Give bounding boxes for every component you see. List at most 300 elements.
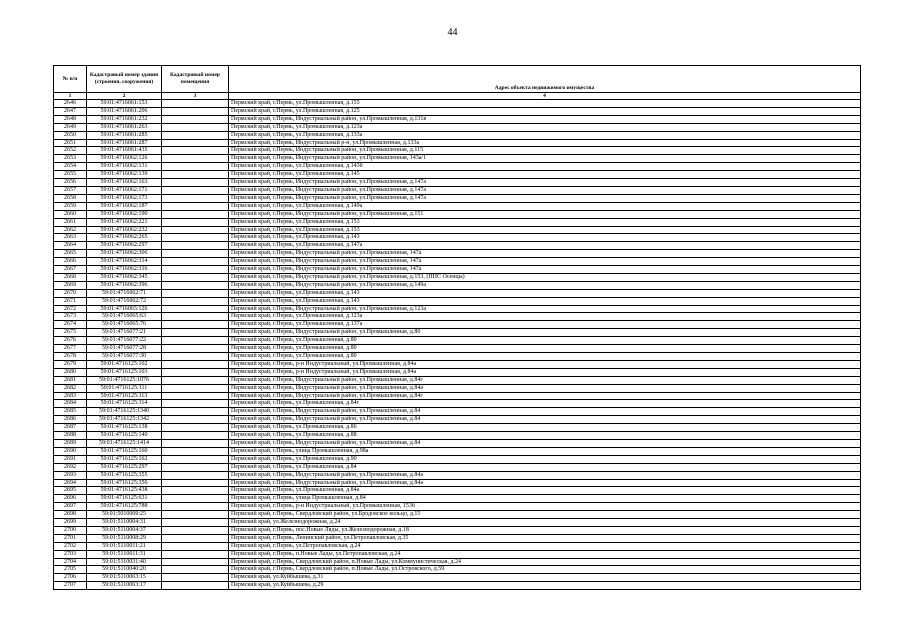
- cadastral-building-number: 59:01:4716062:190: [87, 210, 162, 218]
- cadastral-building-number: 59:01:4716125:103: [87, 368, 162, 376]
- row-number: 2681: [54, 376, 87, 384]
- property-address: Пермский край, г.Пермь, ул.Промышленная, д.125: [229, 107, 861, 115]
- table-row: [54, 479, 861, 487]
- table-row: [54, 345, 861, 353]
- cadastral-premises-number: [162, 194, 229, 202]
- row-number: 2693: [54, 471, 87, 479]
- property-address: Пермский край, г.Пермь, Индустриальный район, ул.Промышленная, 147а: [229, 250, 861, 258]
- cadastral-premises-number: [162, 360, 229, 368]
- cadastral-premises-number: [162, 345, 229, 353]
- cadastral-building-number: 59:01:4716062:314: [87, 258, 162, 266]
- row-number: 2652: [54, 147, 87, 155]
- table-row: [54, 558, 861, 566]
- property-address: Пермский край, ул.Куйбышева, д.29: [229, 582, 861, 590]
- row-number: 2646: [54, 100, 87, 108]
- table-row: [54, 526, 861, 534]
- cadastral-building-number: 59:01:5110004:37: [87, 526, 162, 534]
- property-address: Пермский край, г.Пермь, ул.Промышленная, д.145: [229, 171, 861, 179]
- row-number: 2685: [54, 408, 87, 416]
- cadastral-premises-number: [162, 337, 229, 345]
- table-row: [54, 266, 861, 274]
- cadastral-building-number: 59:01:4716125:1414: [87, 439, 162, 447]
- cadastral-premises-number: [162, 574, 229, 582]
- cadastral-building-number: 59:01:4716125:111: [87, 384, 162, 392]
- cadastral-building-number: 59:01:4716062:265: [87, 234, 162, 242]
- property-address: Пермский край, г.Пермь, Индустриальный район, ул.Промышленная, д.84а: [229, 479, 861, 487]
- table-row: [54, 226, 861, 234]
- column-number: 1: [54, 92, 87, 100]
- cadastral-premises-number: [162, 273, 229, 281]
- cadastral-building-number: 59:01:4716065:76: [87, 321, 162, 329]
- cadastral-premises-number: [162, 281, 229, 289]
- table-row: [54, 400, 861, 408]
- table-row: [54, 511, 861, 519]
- table-row: [54, 416, 861, 424]
- table-row: [54, 329, 861, 337]
- row-number: 2659: [54, 202, 87, 210]
- cadastral-building-number: 59:01:4716125:138: [87, 424, 162, 432]
- cadastral-building-number: 59:01:4716077:21: [87, 329, 162, 337]
- row-number: 2664: [54, 242, 87, 250]
- cadastral-building-number: 59:01:4716062:131: [87, 163, 162, 171]
- cadastral-building-number: 59:01:5110004:31: [87, 519, 162, 527]
- row-number: 2698: [54, 511, 87, 519]
- property-address: Пермский край, г.Пермь, р-н Индустриальный, ул.Промышленная, д.84а: [229, 368, 861, 376]
- cadastral-premises-number: [162, 115, 229, 123]
- row-number: 2671: [54, 297, 87, 305]
- cadastral-premises-number: [162, 447, 229, 455]
- table-row: [54, 242, 861, 250]
- property-address: Пермский край, г.Пермь, ул.Промышленная, д.123а: [229, 123, 861, 131]
- row-number: 2668: [54, 273, 87, 281]
- table-row: [54, 439, 861, 447]
- property-address: Пермский край, г.Пермь, ул.Промышленная, д.84: [229, 463, 861, 471]
- property-address: Пермский край, г.Пермь, Свердловский район, п.Новые Лады, ул.Островского, д.59: [229, 566, 861, 574]
- cadastral-building-number: 59:01:5010009:25: [87, 511, 162, 519]
- cadastral-premises-number: [162, 542, 229, 550]
- cadastral-premises-number: [162, 432, 229, 440]
- cadastral-premises-number: [162, 179, 229, 187]
- property-address: Пермский край, г.Пермь, Индустриальный район, ул.Промышленная, д.123а: [229, 305, 861, 313]
- table-row: [54, 273, 861, 281]
- row-number: 2686: [54, 416, 87, 424]
- cadastral-building-number: 59:01:4716125:113: [87, 392, 162, 400]
- property-address: Пермский край, г.Пермь, Свердловский район, ул.Бродовское кольцо, д.15: [229, 511, 861, 519]
- row-number: 2651: [54, 139, 87, 147]
- cadastral-premises-number: [162, 479, 229, 487]
- table-row: [54, 100, 861, 108]
- table-row: [54, 368, 861, 376]
- row-number: 2690: [54, 447, 87, 455]
- table-row: [54, 234, 861, 242]
- row-number: 2670: [54, 289, 87, 297]
- property-address: Пермский край, г.Пермь, Индустриальный район, ул.Промышленная, 147а: [229, 266, 861, 274]
- cadastral-building-number: 59:01:5110031:40: [87, 558, 162, 566]
- cadastral-building-number: 59:01:5110011:31: [87, 550, 162, 558]
- cadastral-premises-number: [162, 416, 229, 424]
- property-address: Пермский край, г.Пермь, ул.Промышленная, д.80: [229, 353, 861, 361]
- column-number-row: [54, 92, 861, 100]
- table-row: [54, 534, 861, 542]
- cadastral-building-number: 59:01:4716061:206: [87, 107, 162, 115]
- row-number: 2655: [54, 171, 87, 179]
- row-number: 2647: [54, 107, 87, 115]
- property-address: Пермский край, г.Пермь, п.Новые Лады, ул.Петропавловская, д.24: [229, 550, 861, 558]
- cadastral-building-number: 59:01:4716125:788: [87, 503, 162, 511]
- row-number: 2656: [54, 179, 87, 187]
- cadastral-building-number: 59:01:4716125:356: [87, 479, 162, 487]
- table-row: [54, 250, 861, 258]
- property-address: Пермский край, г.Пермь, Индустриальный район, ул.Промышленная, д.149а: [229, 281, 861, 289]
- row-number: 2661: [54, 218, 87, 226]
- cadastral-premises-number: [162, 171, 229, 179]
- row-number: 2658: [54, 194, 87, 202]
- row-number: 2703: [54, 550, 87, 558]
- cadastral-premises-number: [162, 202, 229, 210]
- property-address: Пермский край, г.Пермь, Индустриальный район, ул.Промышленная, д.84а: [229, 384, 861, 392]
- table-header: [54, 66, 861, 100]
- row-number: 2677: [54, 345, 87, 353]
- cadastral-building-number: 59:01:4716077:28: [87, 345, 162, 353]
- row-number: 2678: [54, 353, 87, 361]
- property-address: Пермский край, г.Пермь, Индустриальный район, ул.Промышленная, д.131в: [229, 115, 861, 123]
- table-row: [54, 171, 861, 179]
- cadastral-building-number: 59:01:4716125:438: [87, 487, 162, 495]
- cadastral-building-number: 59:01:4716061:263: [87, 123, 162, 131]
- row-number: 2675: [54, 329, 87, 337]
- cadastral-premises-number: [162, 384, 229, 392]
- property-address: Пермский край, г.Пермь, ул.Промышленная, д.88: [229, 432, 861, 440]
- table-row: [54, 202, 861, 210]
- property-address: Пермский край, г.Пермь, Индустриальный район, ул.Промышленная, д.147а: [229, 186, 861, 194]
- cadastral-building-number: 59:01:4716125:297: [87, 463, 162, 471]
- cadastral-premises-number: [162, 550, 229, 558]
- property-address: Пермский край, г.Пермь, р-н Индустриальный, ул.Промышленная, д.84а: [229, 360, 861, 368]
- row-number: 2707: [54, 582, 87, 590]
- property-address: Пермский край, г.Пермь, ул.Промышленная, д.80: [229, 345, 861, 353]
- row-number: 2700: [54, 526, 87, 534]
- property-address: Пермский край, г.Пермь, Индустриальный район, ул.Промышленная, 143а/1: [229, 155, 861, 163]
- table-row: [54, 487, 861, 495]
- table-row: [54, 218, 861, 226]
- header-num: № п/п: [54, 66, 87, 93]
- cadastral-premises-number: [162, 526, 229, 534]
- table-row: [54, 258, 861, 266]
- cadastral-building-number: 59:01:5110063:15: [87, 574, 162, 582]
- property-address: Пермский край, г.Пермь, ул.Промышленная, д.80: [229, 337, 861, 345]
- row-number: 2691: [54, 455, 87, 463]
- table-row: [54, 408, 861, 416]
- cadastral-building-number: 59:01:5110011:21: [87, 542, 162, 550]
- property-address: Пермский край, г.Пермь, Индустриальный район, ул.Промышленная, д.84а: [229, 471, 861, 479]
- cadastral-building-number: 59:01:4716125:114: [87, 400, 162, 408]
- property-address: Пермский край, г.Пермь, Индустриальный район, ул.Промышленная, д.147а: [229, 194, 861, 202]
- row-number: 2702: [54, 542, 87, 550]
- property-address: Пермский край, г.Пермь, Ленинский район, ул.Петропавловская, д.35: [229, 534, 861, 542]
- cadastral-premises-number: [162, 495, 229, 503]
- cadastral-premises-number: [162, 471, 229, 479]
- property-address: Пермский край, г.Пермь, ул.Промышленная, д.84г: [229, 400, 861, 408]
- cadastral-premises-number: [162, 368, 229, 376]
- cadastral-building-number: 59:01:4716061:232: [87, 115, 162, 123]
- row-number: 2662: [54, 226, 87, 234]
- row-number: 2696: [54, 495, 87, 503]
- table-row: [54, 305, 861, 313]
- row-number: 2706: [54, 574, 87, 582]
- table-row: [54, 574, 861, 582]
- row-number: 2663: [54, 234, 87, 242]
- cadastral-premises-number: [162, 534, 229, 542]
- column-number: 2: [87, 92, 162, 100]
- row-number: 2660: [54, 210, 87, 218]
- row-number: 2669: [54, 281, 87, 289]
- property-address: Пермский край, г.Пермь, пос.Новые Ляды, ул.Железнодорожная, д.18: [229, 526, 861, 534]
- cadastral-premises-number: [162, 511, 229, 519]
- row-number: 2697: [54, 503, 87, 511]
- cadastral-building-number: 59:01:4716062:71: [87, 289, 162, 297]
- cadastral-premises-number: [162, 353, 229, 361]
- row-number: 2687: [54, 424, 87, 432]
- cadastral-premises-number: [162, 226, 229, 234]
- cadastral-building-number: 59:01:4716062:396: [87, 281, 162, 289]
- row-number: 2694: [54, 479, 87, 487]
- property-address: Пермский край, г.Пермь, р-н Индустриальный, ул.Промышленная, 153б: [229, 503, 861, 511]
- cadastral-premises-number: [162, 155, 229, 163]
- property-address: Пермский край, г.Пермь, Индустриальный район, ул.Промышленная, д.153, (ППС Осенцы): [229, 273, 861, 281]
- cadastral-premises-number: [162, 123, 229, 131]
- table-row: [54, 447, 861, 455]
- table-row: [54, 131, 861, 139]
- row-number: 2705: [54, 566, 87, 574]
- table-body: [54, 100, 861, 590]
- row-number: 2667: [54, 266, 87, 274]
- cadastral-building-number: 59:01:4716065:126: [87, 305, 162, 313]
- cadastral-premises-number: [162, 289, 229, 297]
- row-number: 2683: [54, 392, 87, 400]
- cadastral-building-number: 59:01:4716062:187: [87, 202, 162, 210]
- cadastral-premises-number: [162, 329, 229, 337]
- cadastral-premises-number: [162, 186, 229, 194]
- cadastral-premises-number: [162, 463, 229, 471]
- cadastral-premises-number: [162, 250, 229, 258]
- cadastral-premises-number: [162, 147, 229, 155]
- row-number: 2672: [54, 305, 87, 313]
- property-address: Пермский край, г.Пермь, ул.Промышленная, д.143б: [229, 163, 861, 171]
- row-number: 2699: [54, 519, 87, 527]
- table-row: [54, 155, 861, 163]
- property-address: Пермский край, г.Пермь, Индустриальный район, ул.Промышленная, д.84: [229, 416, 861, 424]
- table-row: [54, 281, 861, 289]
- table-row: [54, 582, 861, 590]
- row-number: 2692: [54, 463, 87, 471]
- table-row: [54, 463, 861, 471]
- property-address: Пермский край, г.Пермь, Индустриальный район, ул.Промышленная, д.151: [229, 210, 861, 218]
- table-row: [54, 289, 861, 297]
- property-address: Пермский край, г.Пермь, ул.Промышленная, д.86: [229, 424, 861, 432]
- row-number: 2680: [54, 368, 87, 376]
- table-row: [54, 337, 861, 345]
- table-row: [54, 495, 861, 503]
- cadastral-building-number: 59:01:4716125:162: [87, 455, 162, 463]
- row-number: 2682: [54, 384, 87, 392]
- header-cadastral-building: Кадастровый номер здания (строения, сооружения): [87, 66, 162, 93]
- table-row: [54, 186, 861, 194]
- cadastral-building-number: 59:01:5110040:20: [87, 566, 162, 574]
- cadastral-premises-number: [162, 107, 229, 115]
- table-row: [54, 147, 861, 155]
- table-row: [54, 360, 861, 368]
- table-row: [54, 566, 861, 574]
- cadastral-premises-number: [162, 131, 229, 139]
- cadastral-building-number: 59:01:4716062:297: [87, 242, 162, 250]
- cadastral-building-number: 59:01:4716062:306: [87, 250, 162, 258]
- cadastral-building-number: 59:01:4716062:316: [87, 266, 162, 274]
- cadastral-premises-number: [162, 439, 229, 447]
- table-row: [54, 432, 861, 440]
- cadastral-premises-number: [162, 218, 229, 226]
- cadastral-building-number: 59:01:4716062:163: [87, 179, 162, 187]
- cadastral-building-number: 59:01:4716077:30: [87, 353, 162, 361]
- table-row: [54, 297, 861, 305]
- cadastral-premises-number: [162, 392, 229, 400]
- table-row: [54, 321, 861, 329]
- property-address: Пермский край, г.Пермь, ул.Петропавловская, д.24: [229, 542, 861, 550]
- row-number: 2684: [54, 400, 87, 408]
- cadastral-premises-number: [162, 234, 229, 242]
- cadastral-building-number: 59:01:4716077:22: [87, 337, 162, 345]
- cadastral-premises-number: [162, 139, 229, 147]
- cadastral-building-number: 59:01:4716061:153: [87, 100, 162, 108]
- table-row: [54, 542, 861, 550]
- cadastral-premises-number: [162, 424, 229, 432]
- cadastral-premises-number: [162, 242, 229, 250]
- property-address: Пермский край, г.Пермь, улица Промышленная, д.84: [229, 495, 861, 503]
- cadastral-building-number: 59:01:4716061:285: [87, 131, 162, 139]
- cadastral-building-number: 59:01:4716125:160: [87, 447, 162, 455]
- property-address: Пермский край, г.Пермь, ул.Промышленная, д.143: [229, 234, 861, 242]
- property-address: Пермский край, г.Пермь, Индустриальный район, ул.Промышленная, д.84г: [229, 376, 861, 384]
- table-row: [54, 550, 861, 558]
- cadastral-building-number: 59:01:4716061:287: [87, 139, 162, 147]
- column-number: 3: [162, 92, 229, 100]
- row-number: 2695: [54, 487, 87, 495]
- table-row: [54, 107, 861, 115]
- table-row: [54, 471, 861, 479]
- table-row: [54, 139, 861, 147]
- cadastral-premises-number: [162, 297, 229, 305]
- cadastral-building-number: 59:01:4716125:140: [87, 432, 162, 440]
- cadastral-building-number: 59:01:4716062:126: [87, 155, 162, 163]
- row-number: 2704: [54, 558, 87, 566]
- property-address: Пермский край, г.Пермь, улица Промышленная, д.98а: [229, 447, 861, 455]
- cadastral-premises-number: [162, 455, 229, 463]
- property-address: Пермский край, г.Пермь, ул.Промышленная, д.90: [229, 455, 861, 463]
- row-number: 2653: [54, 155, 87, 163]
- cadastral-premises-number: [162, 487, 229, 495]
- property-address: Пермский край, г.Пермь, ул.Промышленная, д.137а: [229, 321, 861, 329]
- cadastral-premises-number: [162, 313, 229, 321]
- table-row: [54, 392, 861, 400]
- property-address: Пермский край, г.Пермь, Индустриальный р-н, ул.Промышленная, д.133а: [229, 139, 861, 147]
- property-address: Пермский край, г.Пермь, Свердловский район, п.Новые Лады, ул.Коммунистическая, д.24: [229, 558, 861, 566]
- page-number: 44: [447, 27, 458, 38]
- row-number: 2650: [54, 131, 87, 139]
- property-address: Пермский край, г.Пермь, Индустриальный район, ул.Промышленная, д.84: [229, 408, 861, 416]
- property-address: Пермский край, г.Пермь, Индустриальный район, ул.Промышленная, д.84г: [229, 392, 861, 400]
- table-row: [54, 194, 861, 202]
- cadastral-premises-number: [162, 321, 229, 329]
- property-address: Пермский край, г.Пермь, ул.Промышленная, д.143: [229, 289, 861, 297]
- row-number: 2649: [54, 123, 87, 131]
- row-number: 2665: [54, 250, 87, 258]
- cadastral-premises-number: [162, 400, 229, 408]
- cadastral-building-number: 59:01:4716125:631: [87, 495, 162, 503]
- cadastral-building-number: 59:01:4716062:221: [87, 218, 162, 226]
- cadastral-building-number: 59:01:4716062:173: [87, 194, 162, 202]
- cadastral-building-number: 59:01:5110008:29: [87, 534, 162, 542]
- cadastral-building-number: 59:01:4716125:102: [87, 360, 162, 368]
- header-cadastral-premises: Кадастровый номер помещения: [162, 66, 229, 93]
- cadastral-premises-number: [162, 582, 229, 590]
- cadastral-premises-number: [162, 519, 229, 527]
- table-row: [54, 424, 861, 432]
- cadastral-premises-number: [162, 163, 229, 171]
- cadastral-premises-number: [162, 100, 229, 108]
- row-number: 2673: [54, 313, 87, 321]
- cadastral-building-number: 59:01:4716062:139: [87, 171, 162, 179]
- cadastral-premises-number: [162, 408, 229, 416]
- property-address: Пермский край, г.Пермь, ул.Промышленная, д.155: [229, 100, 861, 108]
- property-address: Пермский край, г.Пермь, ул.Промышленная, д.149а: [229, 202, 861, 210]
- table-row: [54, 503, 861, 511]
- cadastral-premises-number: [162, 376, 229, 384]
- property-address: Пермский край, г.Пермь, Индустриальный район, ул.Промышленная, 147а: [229, 258, 861, 266]
- property-address: Пермский край, г.Пермь, ул.Промышленная, д.84а: [229, 487, 861, 495]
- cadastral-premises-number: [162, 558, 229, 566]
- cadastral-premises-number: [162, 566, 229, 574]
- cadastral-premises-number: [162, 305, 229, 313]
- cadastral-premises-number: [162, 503, 229, 511]
- table-row: [54, 376, 861, 384]
- property-address: Пермский край, г.Пермь, Индустриальный район, ул.Промышленная, д.147а: [229, 179, 861, 187]
- table-row: [54, 353, 861, 361]
- table-row: [54, 519, 861, 527]
- property-address: Пермский край, г.Пермь, ул.Промышленная, д.133а: [229, 131, 861, 139]
- property-address: Пермский край, г.Пермь, ул.Промышленная, д.153: [229, 218, 861, 226]
- table-row: [54, 455, 861, 463]
- row-number: 2701: [54, 534, 87, 542]
- cadastral-premises-number: [162, 266, 229, 274]
- property-address: Пермский край, г.Пермь, ул.Промышленная, д.153: [229, 226, 861, 234]
- table-row: [54, 115, 861, 123]
- cadastral-building-number: 59:01:5110063:17: [87, 582, 162, 590]
- cadastral-premises-number: [162, 210, 229, 218]
- table-row: [54, 313, 861, 321]
- row-number: 2674: [54, 321, 87, 329]
- cadastral-building-number: 59:01:4716125:1340: [87, 408, 162, 416]
- property-address: Пермский край, г.Пермь, ул.Промышленная, д.147а: [229, 242, 861, 250]
- row-number: 2654: [54, 163, 87, 171]
- row-number: 2689: [54, 439, 87, 447]
- property-address: Пермский край, ул.Железнодорожная, д.24: [229, 519, 861, 527]
- cadastral-building-number: 59:01:4716065:63: [87, 313, 162, 321]
- property-address: Пермский край, ул.Куйбышева, д.31: [229, 574, 861, 582]
- cadastral-building-number: 59:01:4716125:355: [87, 471, 162, 479]
- row-number: 2657: [54, 186, 87, 194]
- cadastral-building-number: 59:01:4716062:171: [87, 186, 162, 194]
- row-number: 2688: [54, 432, 87, 440]
- header-address: Адрес объекта недвижимого имущества: [229, 85, 861, 92]
